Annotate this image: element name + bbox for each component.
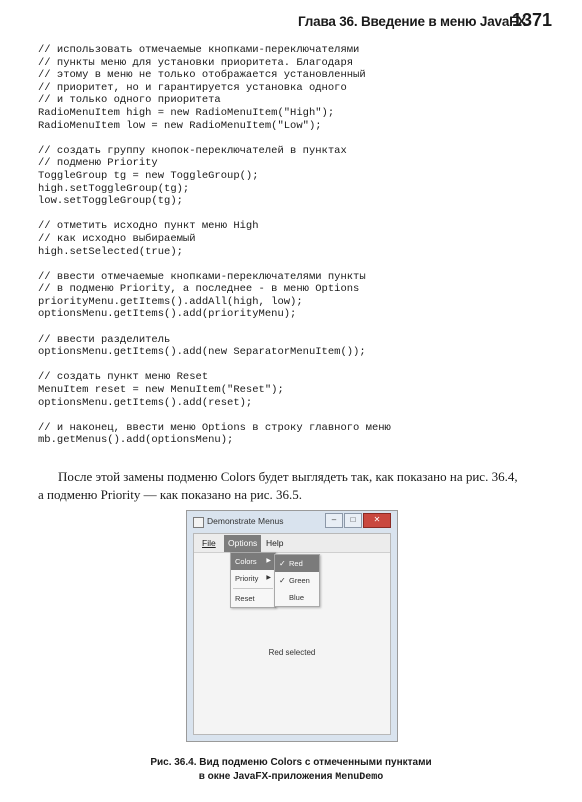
code-gap <box>38 359 558 372</box>
menu-item-priority[interactable] <box>231 570 275 587</box>
menu-item-label: Red <box>289 559 303 568</box>
code-listing <box>38 44 558 447</box>
minimize-button[interactable]: – <box>325 513 343 528</box>
maximize-button[interactable]: □ <box>344 513 362 528</box>
code-line: ToggleGroup tg = new ToggleGroup(); <box>38 169 259 182</box>
code-line: // ввести разделитель <box>38 333 171 346</box>
menu-help[interactable]: Help <box>266 538 284 548</box>
menu-bar <box>194 534 390 553</box>
code-gap <box>38 409 558 422</box>
code-line: // приоритет, но и гарантируется установка одного <box>38 81 347 94</box>
code-line: // создать пункт меню Reset <box>38 371 209 384</box>
menu-item-label: Priority <box>235 574 259 583</box>
caption-line <box>0 770 582 785</box>
code-line: mb.getMenus().add(optionsMenu); <box>38 434 234 447</box>
code-line: optionsMenu.getItems().add(reset); <box>38 396 253 409</box>
code-line: // пункты меню для установки приоритета. Благодаря <box>38 56 354 69</box>
menu-item-red[interactable] <box>275 555 319 572</box>
code-line: priorityMenu.getItems().addAll(high, low); <box>38 295 303 308</box>
menu-item-green[interactable] <box>275 572 319 589</box>
figure-caption <box>0 756 582 785</box>
code-line: // отметить исходно пункт меню High <box>38 220 259 233</box>
menu-separator <box>233 588 273 589</box>
code-line: // и только одного приоритета <box>38 94 221 107</box>
code-line: // в подменю Priority, а последнее - в меню Options <box>38 283 360 296</box>
colors-submenu <box>274 554 320 607</box>
paragraph-line: После этой замены подменю Colors будет выглядеть так, как показано на рис. 36.4, <box>58 469 518 484</box>
code-line: // как исходно выбираемый <box>38 232 196 245</box>
menu-file[interactable]: File <box>202 538 216 548</box>
close-button[interactable]: ✕ <box>363 513 391 528</box>
body-paragraph <box>38 468 578 504</box>
code-gap <box>38 258 558 271</box>
menu-options[interactable]: Options <box>224 535 261 552</box>
code-line: // подменю Priority <box>38 157 158 170</box>
caption-code: MenuDemo <box>335 772 384 783</box>
status-label: Red selected <box>268 648 316 657</box>
page-number: 1371 <box>512 10 553 30</box>
chapter-title: Глава 36. Введение в меню JavaFX <box>298 14 526 29</box>
caption-line: Рис. 36.4. Вид подменю Colors с отмеченными пунктами <box>150 757 432 768</box>
menu-item-label: Green <box>289 576 310 585</box>
checkmark-icon: ✓ <box>279 559 286 568</box>
menu-item-blue[interactable] <box>275 589 319 606</box>
submenu-arrow-icon: ▶ <box>266 575 271 581</box>
code-line: // создать группу кнопок-переключателей в пунктах <box>38 144 347 157</box>
options-dropdown <box>230 552 276 608</box>
checkmark-icon: ✓ <box>279 576 286 585</box>
menu-item-reset[interactable] <box>231 590 275 607</box>
code-line: // использовать отмечаемые кнопками-переключателями <box>38 44 360 56</box>
code-line: low.setToggleGroup(tg); <box>38 195 183 208</box>
code-line: RadioMenuItem high = new RadioMenuItem("High"); <box>38 106 335 119</box>
menu-item-label: Reset <box>235 594 255 603</box>
window-client-area <box>193 533 391 735</box>
menu-item-label: Blue <box>289 593 305 602</box>
code-line: high.setToggleGroup(tg); <box>38 182 190 195</box>
code-line: // и наконец, ввести меню Options в строку главного меню <box>38 421 391 434</box>
code-line: high.setSelected(true); <box>38 245 183 258</box>
window-title: Demonstrate Menus <box>207 516 284 526</box>
caption-text: в окне JavaFX-приложения <box>198 771 336 782</box>
submenu-arrow-icon: ▶ <box>266 558 271 564</box>
page-header <box>0 10 582 34</box>
window-controls <box>324 513 391 528</box>
code-line: optionsMenu.getItems().add(new SeparatorMenuItem()); <box>38 346 366 359</box>
code-gap <box>38 132 558 145</box>
code-line: RadioMenuItem low = new RadioMenuItem("Low"); <box>38 119 322 132</box>
app-icon <box>193 517 204 528</box>
menu-item-label: Colors <box>235 557 257 566</box>
code-gap <box>38 208 558 221</box>
paragraph-line: а подменю Priority — как показано на рис. 36.5. <box>38 487 302 502</box>
code-line: // ввести отмечаемые кнопками-переключателями пункты <box>38 270 366 283</box>
code-line: MenuItem reset = new MenuItem("Reset"); <box>38 384 284 397</box>
code-gap <box>38 321 558 334</box>
window-titlebar <box>187 511 397 533</box>
code-line: optionsMenu.getItems().add(priorityMenu); <box>38 308 297 321</box>
code-line: // этому в меню не только отображается установленный <box>38 69 366 82</box>
menu-item-colors[interactable] <box>231 553 275 570</box>
demo-window-screenshot <box>186 510 398 742</box>
